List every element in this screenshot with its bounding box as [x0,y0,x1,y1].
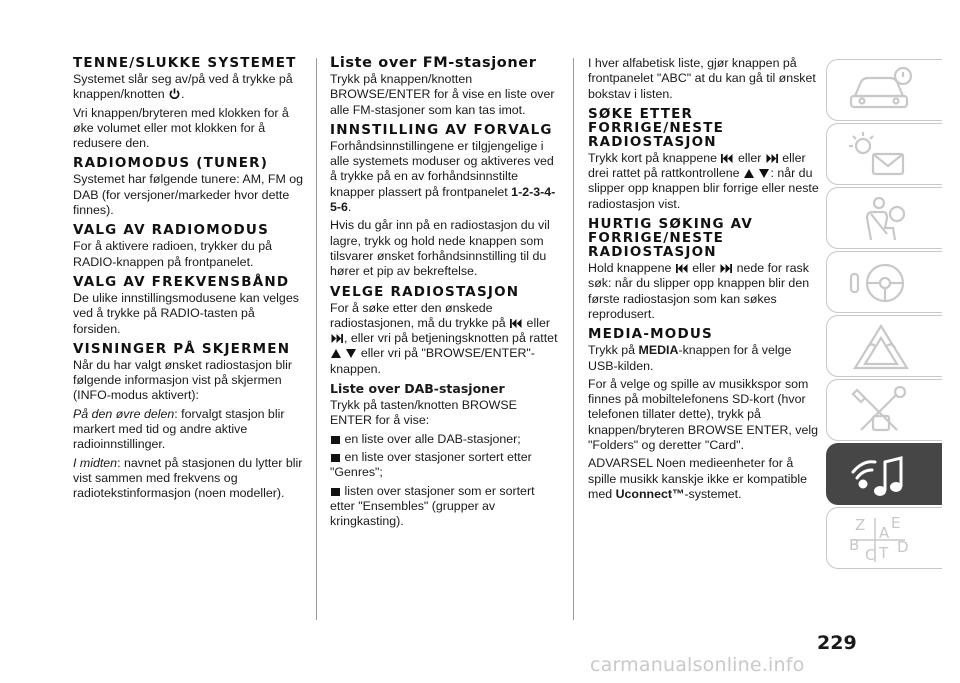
column-3 [588,56,820,505]
chapter-tab-dashboard[interactable] [826,59,942,121]
chapter-tab-emergency[interactable] [826,315,942,377]
watermark: carmanualsonline.info [590,654,805,676]
page-number: 229 [817,632,857,654]
paragraph: I midten: navnet på stasjonen du lytter blir vist sammen med frekvens og radiotekstinformasjon (noen modeller). [73,455,303,501]
paragraph: Trykk på knappen/knotten BROWSE/ENTER for å vise en liste over alle FM-stasjoner som kan tas imot. [330,72,555,117]
index-letter: D [897,538,909,556]
column-1 [73,56,305,505]
paragraph: Vri knappen/bryteren med klokken for å øke volumet eller mot klokken for å redusere den. [73,105,289,151]
warning-triangle-icon [845,322,921,372]
warning-paragraph: ADVARSEL Noen medieenheter for å spille musikk kanskje ikke er kompatible med Uconnect™-systemet. [588,456,807,501]
paragraph: Forhåndsinnstillingene er tilgjengelige i alle systemets moduser og aktiveres ved å trykke på en av forhåndsinnstilte knapper plassert på frontpanelet 1-2-3-4-5-6. [330,138,556,215]
subheading-dab-list: Liste over DAB-stasjoner [330,381,505,397]
paragraph: For å aktivere radioen, trykker du på RADIO-knappen på frontpanelet. [73,239,273,269]
list-item: listen over stasjoner som er sortert etter "Ensembles" (grupper av kringkasting). [330,483,535,529]
heading-screen-display: VISNINGER PÅ SKJERMEN [73,340,291,357]
heading-presets: INNSTILLING AV FORVALG [330,121,553,138]
column-divider [316,58,317,620]
seek-forward-icon [720,264,732,273]
paragraph: Systemet har følgende tunere: AM, FM og DAB (for versjoner/markeder hvor dette finnes). [73,172,304,218]
paragraph: Systemet slår seg av/på ved å trykke på knappen/knotten . [73,72,293,102]
paragraph: Når du har valgt ønsket radiostasjon blir følgende informasjon vist på skjermen (INFO-modus aktivert): [73,357,293,403]
heading-select-station: VELGE RADIOSTASJON [330,283,520,300]
arrow-up-icon [331,349,341,358]
index-letter: C [865,546,876,564]
paragraph: Trykk kort på knappene eller eller drei rattet på rattkontrollene : når du slipper opp knappen blir forrige eller neste radiostasjon vist. [588,150,819,211]
index-letter: A [879,524,890,542]
seek-back-icon [676,264,688,273]
heading-media-mode: MEDIA-MODUS [588,326,713,343]
heading-seek: SØKE ETTER FORRIGE/NESTE RADIOSTASJON [588,105,725,150]
chapter-tab-driving[interactable] [826,251,942,313]
bullet-icon [331,436,340,444]
paragraph: Hvis du går inn på en radiostasjon du vil lagre, trykk og hold nede knappen som tilsvarer ønsket forhåndsinnstilling til du hører et pip av bekreftelse. [330,218,550,279]
paragraph: For å velge og spille av musikkspor som finnes på mobiltelefonens SD-kort (hvor telefonen tillater dette), trykk på knappen/bryteren BROWSE ENTER, velg "Folders" og deretter "Card". [588,376,819,453]
bullet-icon [331,488,340,496]
seek-forward-icon [331,334,343,343]
paragraph: På den øvre delen: forvalgt stasjon blir markert med tid og andre aktive radioinnstillinger. [73,406,285,452]
warning-lights-icon [845,130,921,180]
heading-radio-mode: RADIOMODUS (TUNER) [73,155,269,172]
steering-wheel-icon [845,258,921,308]
arrow-down-icon [346,349,356,358]
index-letter: Z [855,516,866,534]
heading-fast-seek: HURTIG SØKING AV FORRIGE/NESTE RADIOSTASJON [588,216,754,261]
bullet-icon [331,454,340,462]
index-letter: T [879,544,889,562]
seek-back-icon [510,319,522,328]
heading-select-band: VALG AV FREKVENSBÅND [73,273,290,290]
paragraph: For å søke etter den ønskede radiostasjonen, må du trykke på eller , eller vri på betjeningsknotten på rattet eller vri på "BROWSE/ENTER"-knappen. [330,300,558,376]
paragraph: Trykk på tasten/knotten BROWSE ENTER for å vise: [330,398,517,428]
arrow-up-icon [744,169,754,178]
chapter-tab-safety[interactable] [826,187,942,249]
index-letter: E [891,514,901,532]
chapter-index-sidebar [826,59,942,571]
list-item: en liste over stasjoner sortert etter "Genres"; [330,449,532,480]
power-knob-icon [169,88,180,99]
car-dashboard-icon [845,66,921,116]
column-divider [573,58,574,620]
heading-select-radio-mode: VALG AV RADIOMODUS [73,222,269,239]
tools-icon [845,386,921,436]
paragraph: I hver alfabetisk liste, gjør knappen på frontpanelet "ABC" at du kan gå til ønsket bokstav i listen. [588,56,816,101]
paragraph: De ulike innstillingsmodusene kan velges ved å trykke på RADIO-tasten på forsiden. [73,290,299,336]
column-2 [330,56,562,532]
chapter-tab-maintenance[interactable] [826,379,942,441]
paragraph: Trykk på MEDIA-knappen for å velge USB-kilden. [588,343,792,373]
list-item: en liste over alle DAB-stasjoner; [330,432,562,447]
multimedia-icon [845,450,921,500]
heading-on-off: TENNE/SLUKKE SYSTEMET [73,55,297,71]
alphabet-index-icon [845,514,921,564]
chapter-tab-multimedia[interactable] [826,443,942,505]
seek-back-icon [721,154,733,163]
arrow-down-icon [759,169,769,178]
seek-forward-icon [766,154,778,163]
chapter-tab-index[interactable] [826,507,942,569]
heading-fm-list: Liste over FM-stasjoner [330,55,537,71]
chapter-tab-warning-lights[interactable] [826,123,942,185]
paragraph: Hold knappene eller nede for rask søk: når du slipper opp knappen blir den første radiostasjon som kan søkes reprodusert. [588,261,810,321]
index-letter: B [849,536,860,554]
seat-safety-icon [845,194,921,244]
